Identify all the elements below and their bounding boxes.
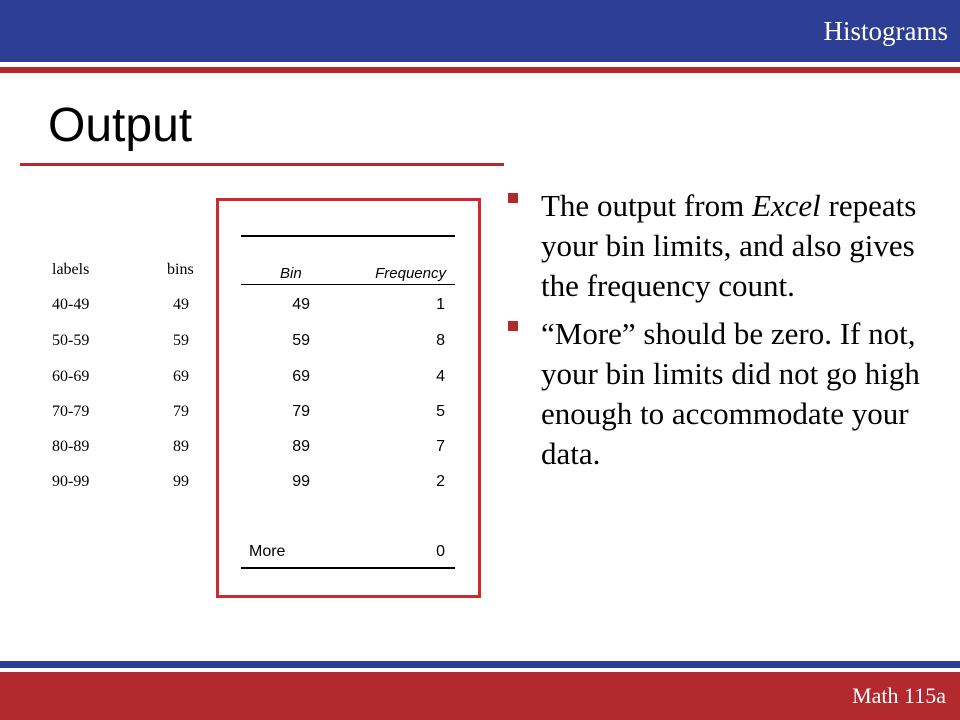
output-highlight-box [216, 198, 481, 598]
square-bullet-icon [508, 193, 518, 203]
label-cell: 40-49 [52, 296, 90, 313]
bullet-text: “More” should be zero. If not, your bin limits did not go high enough to accommodate your data. [541, 316, 920, 471]
title-underline [20, 163, 504, 166]
footer-stripe-blue [0, 661, 960, 668]
output-frequency-cell: 4 [436, 368, 445, 385]
bin-cell: 99 [173, 473, 189, 490]
output-bin-cell: 89 [292, 438, 310, 455]
header-title: Histograms [823, 16, 948, 46]
bins-header: bins [167, 261, 194, 278]
bullet-emphasis: Excel [751, 188, 821, 223]
output-bottom-rule [241, 567, 455, 569]
output-frequency-cell: 8 [436, 332, 445, 349]
output-frequency-header: Frequency [375, 265, 446, 282]
footer-text: Math 115a [852, 683, 946, 708]
slide-title: Output [48, 99, 193, 152]
output-bin-cell: 59 [292, 332, 310, 349]
label-cell: 50-59 [52, 332, 90, 349]
output-frequency-cell: 1 [436, 296, 445, 313]
bin-cell: 79 [173, 403, 189, 420]
bin-cell: 49 [173, 296, 189, 313]
label-cell: 80-89 [52, 438, 90, 455]
output-frequency-cell: 5 [436, 403, 445, 420]
square-bullet-icon [508, 321, 518, 331]
header-stripe-red [0, 67, 960, 73]
output-top-rule [241, 235, 455, 237]
label-cell: 90-99 [52, 473, 90, 490]
labels-header: labels [52, 261, 90, 278]
header-bar [0, 0, 960, 62]
output-frequency-cell: 2 [436, 473, 445, 490]
output-header-rule [241, 284, 455, 285]
bin-cell: 89 [173, 438, 189, 455]
bin-cell: 59 [173, 332, 189, 349]
output-bin-header: Bin [280, 265, 302, 282]
output-bin-cell: 49 [292, 296, 310, 313]
bullet-item [506, 314, 946, 474]
bullet-text: The output from [541, 188, 752, 223]
output-more-label: More [249, 543, 286, 560]
bullet-text: repeats your bin limits, and also gives the frequency count. [541, 188, 917, 303]
output-bin-cell: 69 [292, 368, 310, 385]
output-more-frequency: 0 [436, 543, 445, 560]
label-cell: 60-69 [52, 368, 90, 385]
label-cell: 70-79 [52, 403, 90, 420]
footer-bar [0, 672, 960, 720]
output-bin-cell: 79 [292, 403, 310, 420]
output-frequency-cell: 7 [436, 438, 445, 455]
output-bin-cell: 99 [292, 473, 310, 490]
bullet-item [506, 186, 946, 306]
bin-cell: 69 [173, 368, 189, 385]
bullet-list [506, 186, 946, 482]
